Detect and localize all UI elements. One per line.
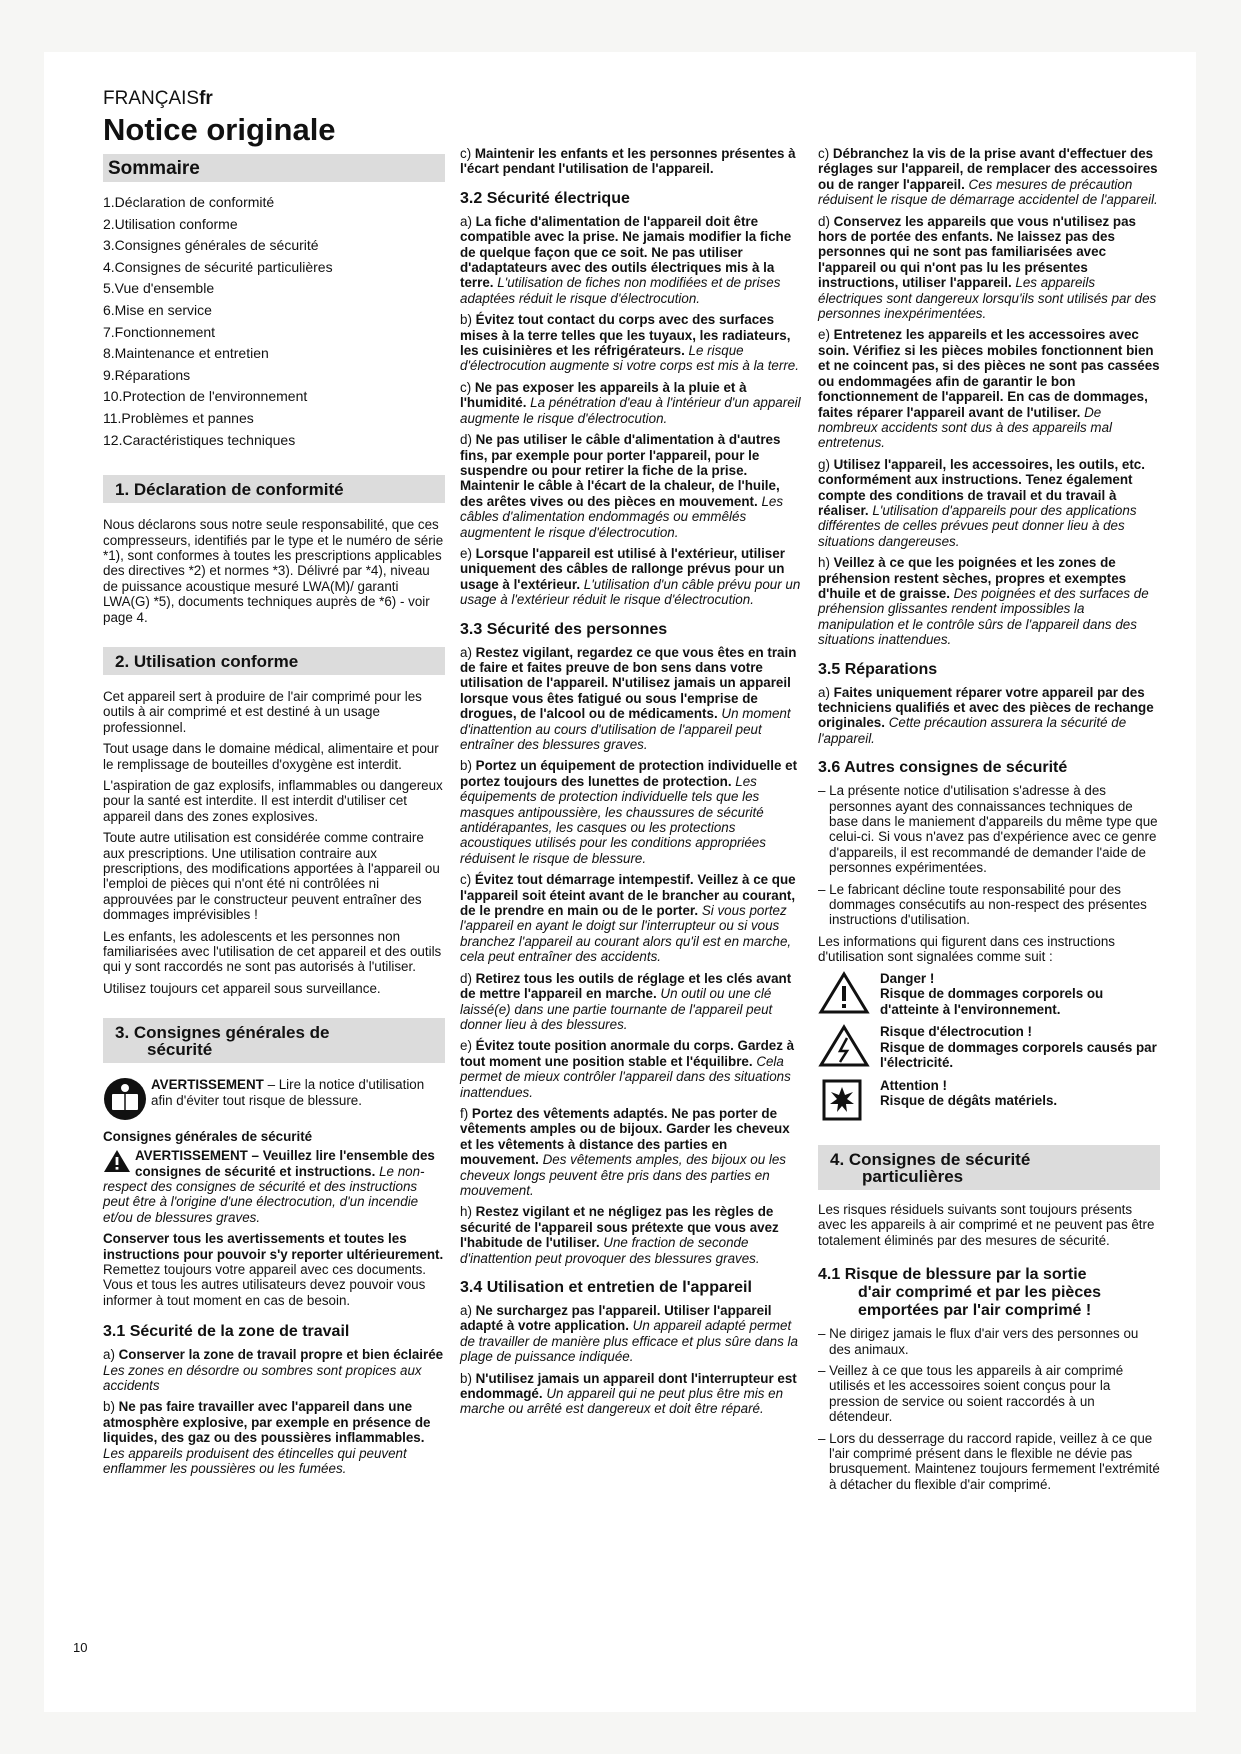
toc-item[interactable]: 1.Déclaration de conformité (103, 194, 275, 210)
section-3-4-heading: 3.4 Utilisation et entretien de l'appareil (460, 1279, 752, 1296)
section-2-para: Utilisez toujours cet appareil sous surveillance. (103, 980, 381, 996)
section-4-1-heading: 4.1 Risque de blessure par la sortie d'air comprimé et par les pièces emportées par l'air comprimé ! (818, 1266, 1102, 1320)
rule-3-2-c: c) Ne pas exposer les appareils à la pluie et à l'humidité. La pénétration d'eau à l'intérieur d'un appareil augmente le risque d'électrocution. (460, 379, 801, 426)
section-3-3-heading: 3.3 Sécurité des personnes (460, 620, 668, 638)
attention-symbol-row (818, 1078, 1160, 1125)
rule-3-3-b: b) Portez un équipement de protection individuelle et portez toujours des lunettes de protection. Les équipements de protection individuelle tels que les masques antipoussière, les chaussures de sécurité antidérapantes, les casques ou les protections acoustiques utilisés pour les conditions appropriées réduisent le risque de blessure. (460, 758, 798, 866)
section-2-para: Les enfants, les adolescents et les personnes non familiarisées avec l'utilisation de cet appareil et des outils qui y sont raccordés ne sont pas autorisés à l'utiliser. (103, 928, 442, 975)
rule-3-4-a: a) Ne surchargez pas l'appareil. Utiliser l'appareil adapté à votre application. Un appareil adapté permet de travailler de manière plus efficace et plus sûre dans la plage de puissance indiquée. (460, 1303, 798, 1365)
rule-3-3-e: e) Évitez toute position anormale du corps. Gardez à tout moment une position stable et l'équilibre. Cela permet de mieux contrôler l'appareil dans des situations inattendues. (460, 1038, 795, 1100)
rule-3-1-a: a) Conserver la zone de travail propre et bien éclairée Les zones en désordre ou sombres sont propices aux accidents (103, 1347, 444, 1393)
warning-read-manual: AVERTISSEMENT – Lire la notice d'utilisation afin d'éviter tout risque de blessure. (103, 1077, 445, 1124)
section-3-2-heading: 3.2 Sécurité électrique (460, 189, 630, 207)
list-item: – La présente notice d'utilisation s'adresse à des personnes ayant des connaissances techniques de base dans le maniement d'appareils du même type que celui-ci. Si vous n'avez pas d'expérience avec ce genre d'appareils, il est recommandé de demander l'aide de personnes expérimentées. (818, 783, 1158, 876)
section-2-heading: 2. Utilisation conforme (103, 647, 445, 675)
rule-3-2-e: e) Lorsque l'appareil est utilisé à l'extérieur, utiliser uniquement des câbles de rallonge prévus pour un usage à l'extérieur. L'utilisation d'un câble prévu pour un usage à l'extérieur réduit le risque d'électrocution. (460, 545, 801, 608)
keep-instructions: Conserver tous les avertissements et toutes les instructions pour pouvoir s'y reporter ultérieurement. Remettez toujours votre appareil avec ces documents. Vous et tous les autres utilisateurs devez pouvoir vous informer à tout moment en cas de besoin. (103, 1231, 444, 1308)
toc-item[interactable]: 5.Vue d'ensemble (103, 280, 215, 297)
rule-3-4-d: d) Conservez les appareils que vous n'utilisez pas hors de portée des enfants. Ne laissez pas des personnes qui ne sont pas familiarisées avec l'appareil ou qui n'ont pas lu les présentes instructions, utiliser l'appareil. Les appareils électriques sont dangereux lorsqu'ils sont utilisés par des personnes inexpérimentées. (818, 213, 1157, 322)
rule-3-3-a: a) Restez vigilant, regardez ce que vous êtes en train de faire et faites preuve de bon sens dans votre utilisation de l'appareil. N'utilisez jamais un appareil lorsque vous êtes fatigué ou sous l'emprise de drogues, de l'alcool ou de médicaments. Un moment d'inattention au cours d'utilisation de l'appareil peut entraîner des blessures graves. (460, 644, 797, 752)
electric-symbol-row (818, 1024, 1160, 1071)
list-item: – Lors du desserrage du raccord rapide, veillez à ce que l'air comprimé présent dans le flexible ne dévie pas brusquement. Maintenez toujours fermement l'extrémité à détacher du flexible d'air comprimé. (818, 1430, 1160, 1492)
electric-text: Risque d'électrocution ! Risque de dommages corporels causés par l'électricité. (880, 1024, 1157, 1070)
column-1 (103, 88, 445, 1482)
attention-text: Attention ! Risque de dégâts matériels. (880, 1077, 1058, 1108)
rule-3-1-c: c) Maintenir les enfants et les personnes présentes à l'écart pendant l'utilisation de l'appareil. (460, 146, 796, 177)
section-1-heading: 1. Déclaration de conformité (103, 475, 445, 503)
rule-3-4-c: c) Débranchez la vis de la prise avant d'effectuer des réglages sur l'appareil, de remplacer des accessoires ou de ranger l'appareil. Ces mesures de précaution réduisent le risque de démarrage accidentel de l'appareil. (818, 146, 1158, 208)
sommaire-heading: Sommaire (103, 154, 445, 182)
danger-text: Danger ! Risque de dommages corporels ou d'atteinte à l'environnement. (880, 970, 1104, 1017)
rule-3-3-h: h) Restez vigilant et ne négligez pas les règles de sécurité de l'appareil sous prétexte que vous avez l'habitude de l'utiliser. Une fraction de seconde d'inattention peut provoquer des blessures graves. (460, 1204, 779, 1266)
rule-3-4-b: b) N'utilisez jamais un appareil dont l'interrupteur est endommagé. Un appareil qui ne peut plus être mis en marche ou arrêté est dangereux et doit être réparé. (460, 1370, 797, 1417)
rule-3-3-c: c) Évitez tout démarrage intempestif. Veillez à ce que l'appareil soit éteint avant de le brancher au courant, de le prendre en main ou de le porter. Si vous portez l'appareil en ayant le doigt sur l'interrupteur ou si vous branchez l'appareil au courant alors qu'il est en marche, cela peut entraîner des accidents. (460, 872, 796, 965)
toc-item[interactable]: 3.Consignes générales de sécurité (103, 237, 319, 254)
symbols-intro: Les informations qui figurent dans ces instructions d'utilisation sont signalées comme suit : (818, 933, 1115, 965)
danger-symbol-row (818, 971, 1160, 1018)
toc-item[interactable]: 9.Réparations (103, 366, 191, 383)
rule-3-3-f: f) Portez des vêtements adaptés. Ne pas porter de vêtements amples ou de bijoux. Garder les cheveux et les vêtements à distance des parties en mouvement. Des vêtements amples, des bijoux ou les cheveux longs peuvent être pris dans des parties en mouvement. (460, 1105, 790, 1198)
column-2 (460, 146, 803, 1423)
section-3-5-heading: 3.5 Réparations (818, 660, 938, 678)
rule-3-4-e: e) Entretenez les appareils et les accessoires avec soin. Vérifiez si les pièces mobiles fonctionnent bien et ne coincent pas, si des pièces ne sont pas cassées ou endommagées afin de garantir le bon fonctionnement de l'appareil. En cas de dommages, faites réparer l'appareil avant de l'utiliser. De nombreux accidents sont dus à des appareils mal entretenus. (818, 327, 1160, 451)
page-number: 10 (73, 1640, 88, 1655)
warning-triangle-icon (103, 1149, 131, 1176)
warning-read-all: AVERTISSEMENT – Veuillez lire l'ensemble des consignes de sécurité et instructions. Le non-respect des consignes de sécurité et des instructions peut être à l'origine d'une électrocution, d'un incendie et/ou de blessures graves. (103, 1148, 435, 1225)
table-of-contents (103, 192, 445, 451)
section-1-text: Nous déclarons sous notre seule responsabilité, que ces compresseurs, identifiés par le type et le numéro de série *1), sont conformes à toutes les prescriptions applicables des directives *2) et normes *3). Délivré par *4), niveau de puissance acoustique mesuré LWA(M)/ garanti LWA(G) *5), documents techniques auprès de *6) - voir page 4. (103, 517, 444, 625)
section-2-para: Tout usage dans le domaine médical, alimentaire et pour le remplissage de bouteilles d'oxygène est interdit. (103, 741, 439, 772)
list-item: – Ne dirigez jamais le flux d'air vers des personnes ou des animaux. (818, 1326, 1139, 1357)
language-label: FRANÇAISfr (103, 88, 213, 109)
column-3 (818, 146, 1160, 1498)
rule-3-1-b: b) Ne pas faire travailler avec l'appareil dans une atmosphère explosive, par exemple en présence de liquides, des gaz ou des poussières inflammables. Les appareils produisent des étincelles qui peuvent enflammer les poussières ou les fumées. (103, 1399, 431, 1476)
section-3-1-heading: 3.1 Sécurité de la zone de travail (103, 1323, 350, 1341)
toc-item[interactable]: 4.Consignes de sécurité particulières (103, 258, 333, 275)
section-4-heading: 4. Consignes de sécurité particulières (818, 1145, 1160, 1190)
list-item: – Le fabricant décline toute responsabilité pour des dommages consécutifs au non-respect des présentes instructions d'utilisation. (818, 881, 1147, 928)
section-2-para: Toute autre utilisation est considérée comme contraire aux prescriptions. Une utilisation contraire aux prescriptions, des modifications apportées à l'appareil ou l'emploi de pièces qui n'ont été ni contrôlées ni approuvées par le constructeur peuvent entraîner des dommages imprévisibles ! (103, 830, 440, 923)
rule-3-4-g: g) Utilisez l'appareil, les accessoires, les outils, etc. conformément aux instructions. Tenez également compte des conditions de travail et du travail à réaliser. L'utilisation d'appareils pour des applications différentes de celles prévues peut donner lieu à des situations dangereuses. (818, 456, 1145, 549)
list-item: – Veillez à ce que tous les appareils à air comprimé utilisés et les accessoires soient conçus pour la pression de service ou soient raccordés à un détendeur. (818, 1362, 1124, 1425)
toc-item[interactable]: 12.Caractéristiques techniques (103, 431, 296, 448)
rule-3-4-h: h) Veillez à ce que les poignées et les zones de préhension restent sèches, propres et exemptes d'huile et de graisse. Des poignées et des surfaces de préhension glissantes rendent impossibles la manipulation et le contrôle sûrs de l'appareil dans des situations inattendues. (818, 555, 1149, 648)
toc-item[interactable]: 2.Utilisation conforme (103, 215, 238, 232)
rule-3-3-d: d) Retirez tous les outils de réglage et les clés avant de mettre l'appareil en marche. Un outil ou une clé laissé(e) dans une partie tournante de l'appareil peut donner lieu à des blessures. (460, 970, 792, 1032)
page-title: Notice originale (103, 112, 336, 147)
rule-3-5-a: a) Faites uniquement réparer votre appareil par des techniciens qualifiés et avec des pièces de rechange originales. Cette précaution assurera la sécurité de l'appareil. (818, 684, 1154, 746)
rule-3-2-d: d) Ne pas utiliser le câble d'alimentation à d'autres fins, par exemple pour porter l'appareil, pour le suspendre ou pour retirer la fiche de la prise. Maintenir le câble à l'écart de la chaleur, de l'huile, des arêtes vives ou des pièces en mouvement. Les câbles d'alimentation endommagés ou emmêlés augmentent le risque d'électrocution. (460, 432, 784, 540)
toc-item[interactable]: 7.Fonctionnement (103, 323, 216, 340)
electric-shock-icon (818, 1024, 880, 1071)
material-damage-icon (818, 1078, 880, 1125)
general-safety-subheading: Consignes générales de sécurité (103, 1128, 313, 1144)
read-manual-icon (103, 1077, 147, 1124)
toc-item[interactable]: 6.Mise en service (103, 301, 212, 318)
section-4-text: Les risques résiduels suivants sont toujours présents avec les appareils à air comprimé et ne peuvent pas être totalement éliminés par des mesures de sécurité. (818, 1201, 1155, 1248)
section-3-heading: 3. Consignes générales de sécurité (103, 1018, 445, 1063)
section-3-6-heading: 3.6 Autres consignes de sécurité (818, 759, 1068, 777)
toc-item[interactable]: 8.Maintenance et entretien (103, 345, 269, 362)
section-2-para: L'aspiration de gaz explosifs, inflammables ou dangereux pour la santé est interdite. Il est interdit d'utiliser cet appareil dans des zones explosives. (103, 778, 443, 824)
rule-3-2-a: a) La fiche d'alimentation de l'appareil doit être compatible avec la prise. Ne jamais modifier la fiche de quelque façon que ce soit. Ne pas utiliser d'adaptateurs avec des outils électriques mis à la terre. L'utilisation de fiches non modifiées et de prises adaptées réduit le risque d'électrocution. (460, 213, 792, 306)
rule-3-2-b: b) Évitez tout contact du corps avec des surfaces mises à la terre telles que les tuyaux, les radiateurs, les cuisinières et les réfrigérateurs. Le risque d'électrocution augmente si votre corps est mis à la terre. (460, 312, 799, 374)
toc-item[interactable]: 10.Protection de l'environnement (103, 388, 308, 405)
danger-warning-icon (818, 971, 880, 1018)
section-2-para: Cet appareil sert à produire de l'air comprimé pour les outils à air comprimé et est destiné à un usage professionnel. (103, 688, 422, 735)
toc-item[interactable]: 11.Problèmes et pannes (103, 409, 254, 426)
